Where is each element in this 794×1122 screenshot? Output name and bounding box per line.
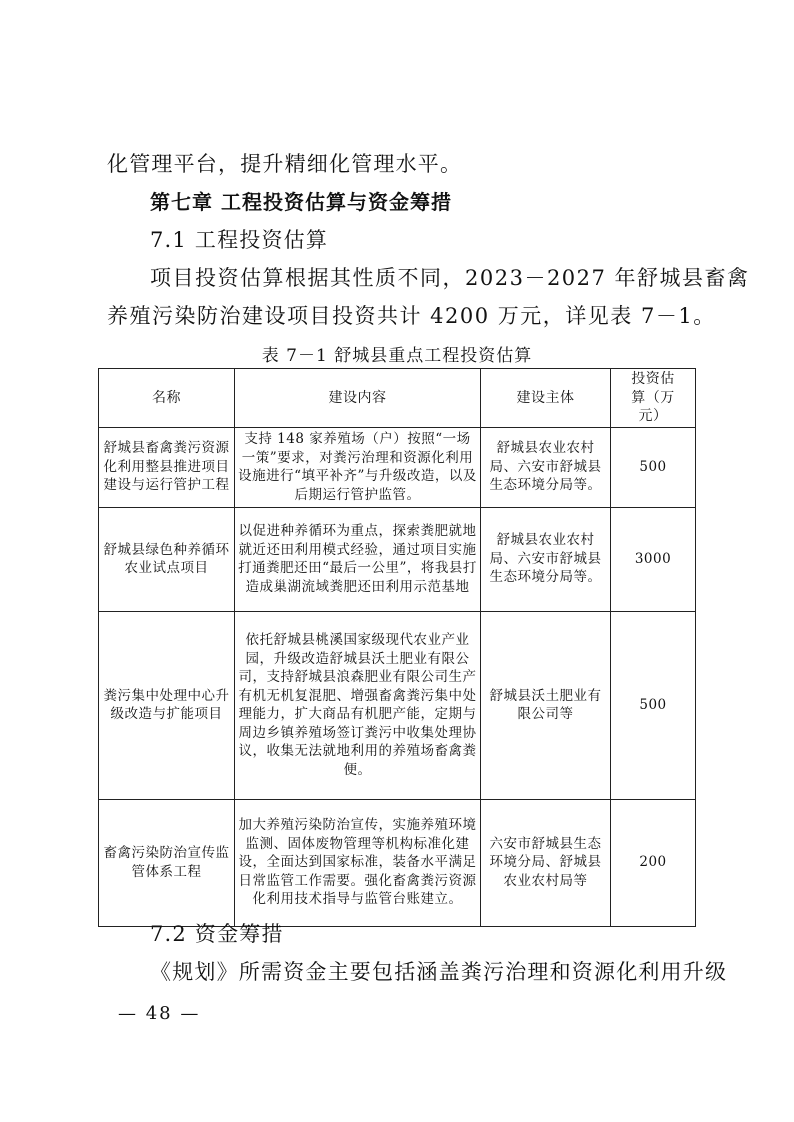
cell-entity: 六安市舒城县生态环境分局、舒城县农业农村局等 xyxy=(481,799,611,926)
cell-project-name: 畜禽污染防治宣传监管体系工程 xyxy=(99,799,235,926)
paragraph-line: 养殖污染防治建设项目投资共计 4200 万元，详见表 7－1。 xyxy=(107,304,716,328)
section-heading-7-2: 7.2 资金筹措 xyxy=(150,922,284,946)
cell-project-name: 舒城县绿色种养循环农业试点项目 xyxy=(99,507,235,611)
table-row xyxy=(99,799,696,926)
cell-amount: 500 xyxy=(611,611,696,799)
table-caption: 表 7－1 舒城县重点工程投资估算 xyxy=(261,346,533,366)
investment-table xyxy=(98,368,696,927)
cell-amount: 200 xyxy=(611,799,696,926)
paragraph-line: 项目投资估算根据其性质不同，2023－2027 年舒城县畜禽 xyxy=(150,266,750,290)
cell-entity: 舒城县农业农村局、六安市舒城县生态环境分局等。 xyxy=(481,507,611,611)
cell-amount: 3000 xyxy=(611,507,696,611)
cell-content: 依托舒城县桃溪国家级现代农业产业园，升级改造舒城县沃土肥业有限公司，支持舒城县浪森肥业有限公司生产有机无机复混肥、增强畜禽粪污集中处理能力，扩大商品有机肥产能，定期与周边乡镇养殖场签订粪污中收集处理协议，收集无法就地利用的养殖场畜禽粪便。 xyxy=(235,611,481,799)
paragraph-line: 《规划》所需资金主要包括涵盖粪污治理和资源化利用升级 xyxy=(150,960,728,984)
header-amount: 投资估算（万元） xyxy=(611,369,696,428)
cell-content: 支持 148 家养殖场（户）按照“一场一策”要求，对粪污治理和资源化利用设施进行“填平补齐”与升级改造，以及后期运行管护监管。 xyxy=(235,427,481,507)
cell-entity: 舒城县沃土肥业有限公司等 xyxy=(481,611,611,799)
header-entity: 建设主体 xyxy=(481,369,611,428)
cell-amount: 500 xyxy=(611,427,696,507)
cell-content: 加大养殖污染防治宣传，实施养殖环境监测、固体废物管理等机构标准化建设，全面达到国家标准，装备水平满足日常监管工作需要。强化畜禽粪污资源化利用技术指导与监管台账建立。 xyxy=(235,799,481,926)
cell-project-name: 舒城县畜禽粪污资源化利用整县推进项目建设与运行管护工程 xyxy=(99,427,235,507)
section-heading-7-1: 7.1 工程投资估算 xyxy=(150,228,329,252)
page-number: — 48 — xyxy=(118,1003,201,1024)
header-content: 建设内容 xyxy=(235,369,481,428)
table-row xyxy=(99,611,696,799)
chapter-heading: 第七章 工程投资估算与资金筹措 xyxy=(150,190,452,214)
cell-content: 以促进种养循环为重点，探索粪肥就地就近还田利用模式经验，通过项目实施打通粪肥还田“最后一公里”，将我县打造成巢湖流域粪肥还田利用示范基地 xyxy=(235,507,481,611)
table-row xyxy=(99,427,696,507)
body-text-continuation: 化管理平台，提升精细化管理水平。 xyxy=(107,152,463,176)
cell-entity: 舒城县农业农村局、六安市舒城县生态环境分局等。 xyxy=(481,427,611,507)
table-header-row xyxy=(99,369,696,428)
table-row xyxy=(99,507,696,611)
cell-project-name: 粪污集中处理中心升级改造与扩能项目 xyxy=(99,611,235,799)
header-name: 名称 xyxy=(99,369,235,428)
